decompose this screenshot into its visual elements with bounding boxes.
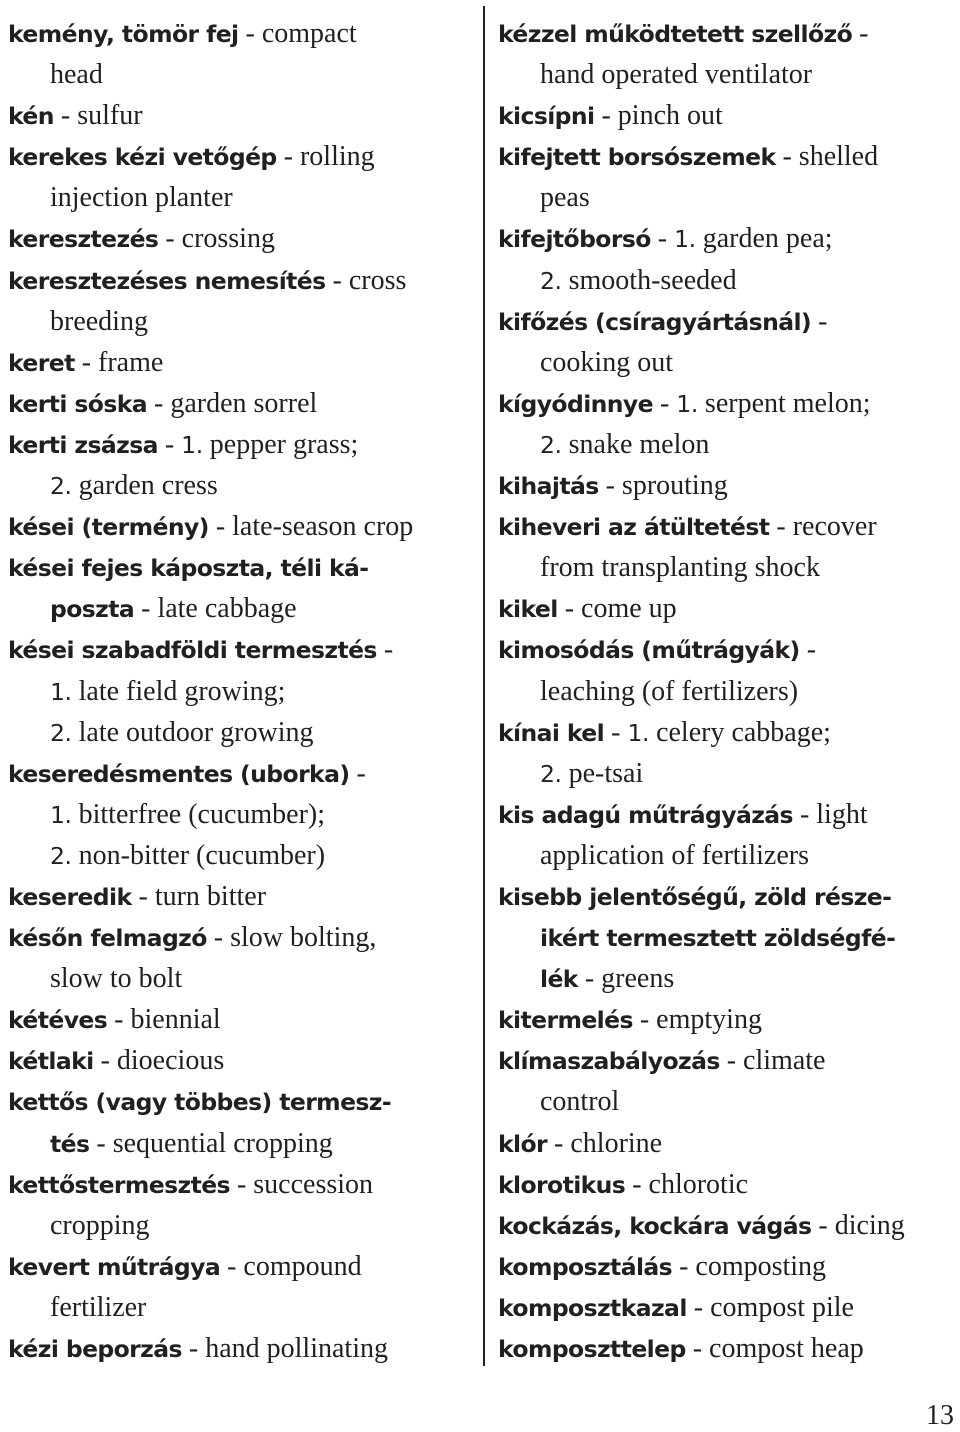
entry-term: kettőstermesztés — [8, 1170, 230, 1199]
entry-definition: - — [157, 428, 182, 460]
entry-definition: - frame — [74, 346, 164, 378]
entry-term: kerekes kézi vetőgép — [8, 143, 277, 172]
sense-number: 1. — [676, 389, 698, 418]
entry-definition: - chlorine — [547, 1127, 663, 1159]
entry-term: kései (termény) — [8, 513, 209, 542]
right-column — [498, 12, 960, 1368]
entry-term: ikért termesztett zöldségfé- — [540, 924, 896, 953]
entry-term: kifejtőborsó — [498, 225, 651, 254]
entry-line — [498, 1039, 960, 1080]
entry-line — [8, 875, 470, 916]
entry-line — [8, 628, 470, 669]
entry-definition: leaching (of fertilizers) — [540, 675, 799, 707]
entry-definition: - — [650, 223, 675, 255]
entry-term: kerti sóska — [8, 389, 148, 418]
entry-definition: bitterfree (cucumber); — [71, 798, 326, 830]
entry-definition: - turn bitter — [131, 880, 267, 912]
entry-term: keseredik — [8, 882, 132, 911]
entry-line — [498, 12, 960, 53]
entry-definition: - sulfur — [53, 100, 143, 132]
entry-definition: pepper grass; — [202, 428, 359, 460]
entry-term: klímaszabályozás — [498, 1047, 720, 1076]
entry-line — [8, 998, 470, 1039]
entry-term: komposztkazal — [498, 1293, 687, 1322]
entry-term: keresztezés — [8, 225, 159, 254]
entry-line — [498, 998, 960, 1039]
entry-line — [8, 341, 470, 382]
entry-line — [498, 957, 960, 998]
entry-term: klorotikus — [498, 1170, 626, 1199]
entry-definition: injection planter — [50, 182, 233, 214]
entry-line — [498, 53, 960, 94]
entry-term: kézi beporzás — [8, 1335, 182, 1363]
sense-number: 2. — [540, 759, 562, 788]
entry-definition: - crossing — [158, 223, 275, 255]
sense-number: 1. — [627, 718, 650, 747]
entry-definition: - sprouting — [598, 470, 728, 502]
entry-line — [498, 94, 960, 135]
entry-term: kétéves — [8, 1006, 108, 1035]
entry-term: keresztezéses nemesítés — [8, 266, 326, 295]
entry-definition: - — [652, 387, 677, 419]
entry-line — [8, 711, 470, 752]
entry-line — [8, 1245, 470, 1286]
entry-term: kitermelés — [498, 1006, 633, 1035]
entry-definition: - compound — [220, 1250, 362, 1282]
entry-definition: - dioecious — [93, 1045, 225, 1077]
entry-line — [498, 587, 960, 628]
entry-line — [498, 916, 960, 957]
entry-term: tés — [50, 1129, 90, 1158]
entry-definition: application of fertilizers — [540, 839, 809, 871]
entry-line — [8, 1327, 470, 1368]
entry-line — [8, 505, 470, 546]
entry-term: komposztálás — [498, 1252, 673, 1281]
entry-definition: - biennial — [107, 1004, 221, 1036]
entry-line — [8, 1080, 470, 1121]
entry-definition: late outdoor growing — [71, 716, 314, 748]
entry-line — [498, 300, 960, 341]
entry-term: későn felmagzó — [8, 924, 207, 953]
entry-term: kerti zsázsa — [8, 430, 158, 459]
entry-term: kén — [8, 102, 54, 131]
column-divider — [483, 6, 485, 1366]
entry-line — [498, 176, 960, 217]
entry-definition: - recover — [769, 511, 877, 543]
entry-line — [8, 1204, 470, 1245]
entry-definition: - compact — [238, 18, 357, 49]
entry-term: komposzttelep — [498, 1335, 686, 1363]
entry-definition: late field growing; — [71, 675, 286, 707]
entry-term: kicsípni — [498, 102, 595, 131]
entry-line — [8, 423, 470, 464]
entry-definition: - emptying — [632, 1004, 762, 1036]
entry-line — [498, 875, 960, 916]
entry-line — [8, 53, 470, 94]
entry-line — [8, 135, 470, 176]
entry-line — [498, 505, 960, 546]
entry-term: lék — [540, 965, 578, 994]
entry-term: keret — [8, 348, 75, 377]
entry-line — [8, 587, 470, 628]
entry-line — [498, 1163, 960, 1204]
entry-definition: breeding — [50, 305, 148, 337]
entry-term: kései szabadföldi termesztés — [8, 636, 377, 665]
entry-definition: slow to bolt — [50, 963, 183, 995]
entry-term: kifejtett borsószemek — [498, 143, 776, 172]
sense-number: 2. — [50, 472, 72, 501]
entry-definition: peas — [540, 182, 590, 214]
entry-line — [8, 957, 470, 998]
entry-definition: - climate — [719, 1045, 826, 1077]
entry-definition: garden cress — [71, 470, 218, 502]
entry-line — [498, 546, 960, 587]
entry-definition: - — [799, 634, 817, 666]
entry-definition: - composting — [672, 1250, 827, 1282]
entry-term: kevert műtrágya — [8, 1252, 221, 1281]
entry-line — [8, 834, 470, 875]
entry-line — [8, 382, 470, 423]
entry-line — [498, 259, 960, 300]
entry-definition: fertilizer — [50, 1291, 147, 1323]
entry-term: kétlaki — [8, 1047, 94, 1076]
entry-definition: - light — [792, 798, 868, 830]
entry-definition: - late-season crop — [208, 511, 414, 543]
entry-term: kettős (vagy többes) termesz- — [8, 1088, 392, 1117]
entry-definition: cropping — [50, 1209, 150, 1241]
entry-definition: pe-tsai — [561, 757, 644, 789]
entry-definition: - late cabbage — [134, 593, 297, 625]
entry-term: kései fejes káposzta, téli ká- — [8, 554, 369, 583]
sense-number: 1. — [674, 225, 696, 254]
entry-line — [8, 259, 470, 300]
entry-definition: garden pea; — [695, 223, 833, 255]
entry-term: kifőzés (csíragyártásnál) — [498, 307, 812, 336]
entry-definition: - greens — [577, 963, 675, 995]
entry-definition: - slow bolting, — [206, 922, 377, 954]
entry-definition: - compost pile — [686, 1291, 854, 1323]
entry-line — [8, 752, 470, 793]
entry-line — [498, 1245, 960, 1286]
entry-definition: - cross — [325, 264, 407, 296]
entry-line — [498, 382, 960, 423]
sense-number: 2. — [540, 266, 562, 295]
entry-term: kínai kel — [498, 718, 605, 747]
entry-definition: smooth-seeded — [561, 264, 737, 296]
entry-line — [8, 546, 470, 587]
entry-definition: from transplanting shock — [540, 552, 820, 584]
entry-definition: head — [50, 59, 103, 91]
entry-term: kimosódás (műtrágyák) — [498, 636, 800, 665]
left-column — [8, 12, 470, 1368]
entry-term: kígyódinnye — [498, 389, 653, 418]
entry-definition: - shelled — [775, 141, 879, 173]
entry-definition: - succession — [229, 1168, 374, 1200]
entry-definition: - — [349, 757, 366, 789]
entry-line — [498, 1122, 960, 1163]
sense-number: 1. — [50, 677, 72, 706]
entry-term: klór — [498, 1129, 548, 1158]
entry-line — [8, 1163, 470, 1204]
entry-term: poszta — [50, 595, 135, 624]
entry-definition: - dicing — [811, 1209, 905, 1241]
entry-definition: non-bitter (cucumber) — [71, 839, 326, 871]
entry-definition: celery cabbage; — [649, 716, 831, 748]
entry-line — [498, 341, 960, 382]
entry-line — [498, 423, 960, 464]
entry-line — [498, 1204, 960, 1245]
entry-line — [8, 670, 470, 711]
entry-line — [498, 752, 960, 793]
entry-definition: - — [811, 305, 828, 337]
entry-term: kézzel működtetett szellőző — [498, 20, 853, 48]
entry-line — [498, 1327, 960, 1368]
entry-line — [498, 1286, 960, 1327]
entry-line — [8, 1122, 470, 1163]
sense-number: 1. — [50, 800, 72, 829]
entry-term: kockázás, kockára vágás — [498, 1211, 812, 1240]
entry-definition: - sequential cropping — [89, 1127, 333, 1159]
entry-line — [498, 834, 960, 875]
entry-definition: - garden sorrel — [147, 387, 318, 419]
entry-line — [498, 670, 960, 711]
entry-line — [498, 711, 960, 752]
entry-line — [8, 12, 470, 53]
entry-definition: hand operated ventilator — [540, 59, 813, 91]
entry-line — [498, 1080, 960, 1121]
entry-line — [8, 793, 470, 834]
entry-term: kikel — [498, 595, 558, 624]
entry-line — [8, 464, 470, 505]
entry-definition: - hand pollinating — [181, 1333, 388, 1364]
entry-term: kihajtás — [498, 472, 599, 501]
entry-definition: control — [540, 1086, 620, 1118]
entry-line — [498, 464, 960, 505]
entry-line — [498, 793, 960, 834]
entry-definition: serpent melon; — [697, 387, 871, 419]
sense-number: 2. — [50, 718, 72, 747]
entry-line — [8, 1286, 470, 1327]
entry-definition: snake melon — [561, 428, 710, 460]
entry-definition: - compost heap — [685, 1333, 864, 1364]
entry-definition: - chlorotic — [625, 1168, 749, 1200]
entry-definition: - — [376, 634, 394, 666]
sense-number: 2. — [50, 841, 72, 870]
entry-definition: cooking out — [540, 346, 673, 378]
sense-number: 1. — [181, 430, 203, 459]
entry-definition: - pinch out — [594, 100, 723, 132]
entry-term: kemény, tömör fej — [8, 20, 239, 48]
entry-definition: - rolling — [276, 141, 375, 173]
entry-term: kis adagú műtrágyázás — [498, 800, 793, 829]
entry-line — [8, 1039, 470, 1080]
entry-line — [498, 628, 960, 669]
entry-definition: - — [604, 716, 628, 748]
entry-term: kiheveri az átültetést — [498, 513, 770, 542]
entry-line — [498, 135, 960, 176]
entry-line — [8, 916, 470, 957]
entry-definition: - come up — [557, 593, 677, 625]
entry-line — [8, 217, 470, 258]
entry-line — [498, 217, 960, 258]
entry-line — [8, 176, 470, 217]
entry-line — [8, 300, 470, 341]
entry-line — [8, 94, 470, 135]
entry-term: kisebb jelentőségű, zöld része- — [498, 882, 892, 911]
page-number: 13 — [926, 1400, 954, 1431]
sense-number: 2. — [540, 430, 562, 459]
entry-term: keseredésmentes (uborka) — [8, 759, 350, 788]
entry-definition: - — [852, 18, 869, 49]
